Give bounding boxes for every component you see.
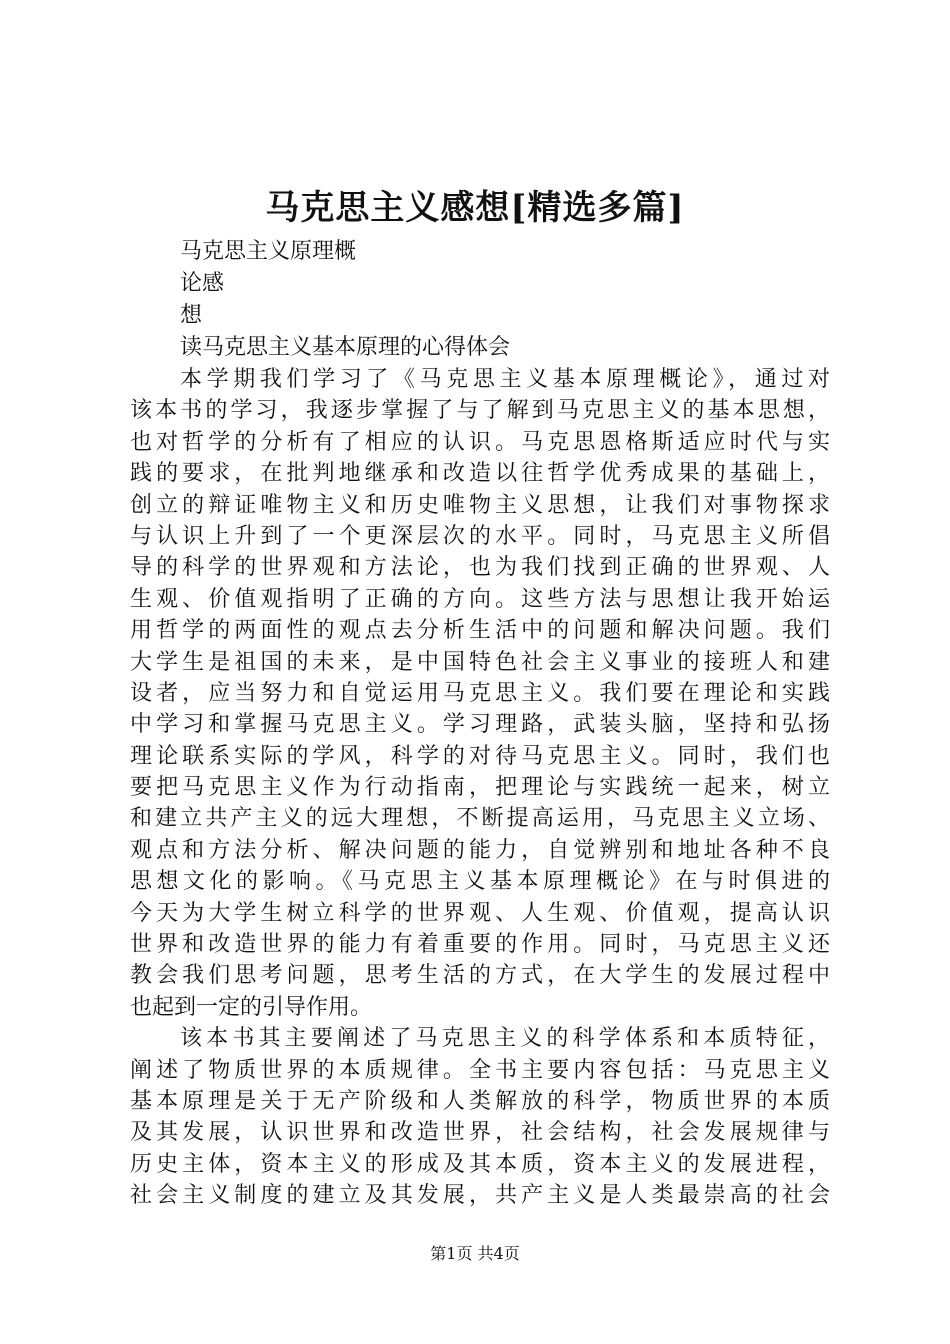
paragraph-line: 基本原理是关于无产阶级和人类解放的科学，物质世界的本质	[130, 1088, 830, 1114]
paragraph-line: 与认识上升到了一个更深层次的水平。同时，马克思主义所倡	[130, 523, 830, 549]
body-text	[130, 364, 830, 1212]
paragraph-line: 用哲学的两面性的观点去分析生活中的问题和解决问题。我们	[130, 618, 830, 644]
paragraph-line: 生观、价值观指明了正确的方向。这些方法与思想让我开始运	[130, 586, 830, 612]
subtitle-line: 读马克思主义基本原理的心得体会	[180, 335, 511, 360]
subtitle-line: 马克思主义原理概	[180, 239, 357, 264]
paragraph-line: 理论联系实际的学风，科学的对待马克思主义。同时，我们也	[130, 743, 830, 769]
paragraph-line: 世界和改造世界的能力有着重要的作用。同时，马克思主义还	[130, 932, 830, 958]
paragraph-line: 践的要求，在批判地继承和改造以往哲学优秀成果的基础上，	[130, 461, 830, 487]
paragraph-line: 该本书的学习，我逐步掌握了与了解到马克思主义的基本思想，	[130, 398, 830, 424]
paragraph-line: 社会主义制度的建立及其发展，共产主义是人类最崇高的社会	[130, 1183, 830, 1209]
paragraph-line: 观点和方法分析、解决问题的能力，自觉辨别和地址各种不良	[130, 837, 830, 863]
paragraph-line: 思想文化的影响。《马克思主义基本原理概论》在与时俱进的	[130, 869, 830, 895]
paragraph-line: 今天为大学生树立科学的世界观、人生观、价值观，提高认识	[130, 900, 830, 926]
paragraph-line: 也起到一定的引导作用。	[130, 994, 373, 1020]
paragraph-line: 及其发展，认识世界和改造世界，社会结构，社会发展规律与	[130, 1120, 830, 1146]
paragraph-line: 历史主体，资本主义的形成及其本质，资本主义的发展进程，	[130, 1151, 830, 1177]
page-footer: 第1页 共4页	[430, 1244, 520, 1263]
paragraph-line: 要把马克思主义作为行动指南，把理论与实践统一起来，树立	[130, 775, 830, 801]
paragraph-line: 导的科学的世界观和方法论，也为我们找到正确的世界观、人	[130, 555, 830, 581]
subtitle-block	[180, 236, 510, 364]
paragraph-line: 该本书其主要阐述了马克思主义的科学体系和本质特征，	[180, 1026, 830, 1052]
paragraph-line: 中学习和掌握马克思主义。学习理路，武装头脑，坚持和弘扬	[130, 712, 830, 738]
subtitle-line: 论感	[180, 271, 225, 296]
paragraph-line: 创立的辩证唯物主义和历史唯物主义思想，让我们对事物探求	[130, 492, 830, 518]
paragraph-line: 教会我们思考问题，思考生活的方式，在大学生的发展过程中	[130, 963, 830, 989]
paragraph-line: 设者，应当努力和自觉运用马克思主义。我们要在理论和实践	[130, 680, 830, 706]
subtitle-line: 想	[180, 303, 203, 328]
paragraph-line: 和建立共产主义的远大理想，不断提高运用，马克思主义立场、	[130, 806, 830, 832]
document-title: 马克思主义感想[精选多篇]	[265, 188, 685, 228]
paragraph-line: 阐述了物质世界的本质规律。全书主要内容包括：马克思主义	[130, 1057, 830, 1083]
paragraph-line: 大学生是祖国的未来，是中国特色社会主义事业的接班人和建	[130, 649, 830, 675]
paragraph-line: 也对哲学的分析有了相应的认识。马克思恩格斯适应时代与实	[130, 429, 830, 455]
paragraph-line: 本学期我们学习了《马克思主义基本原理概论》，通过对	[180, 367, 830, 392]
